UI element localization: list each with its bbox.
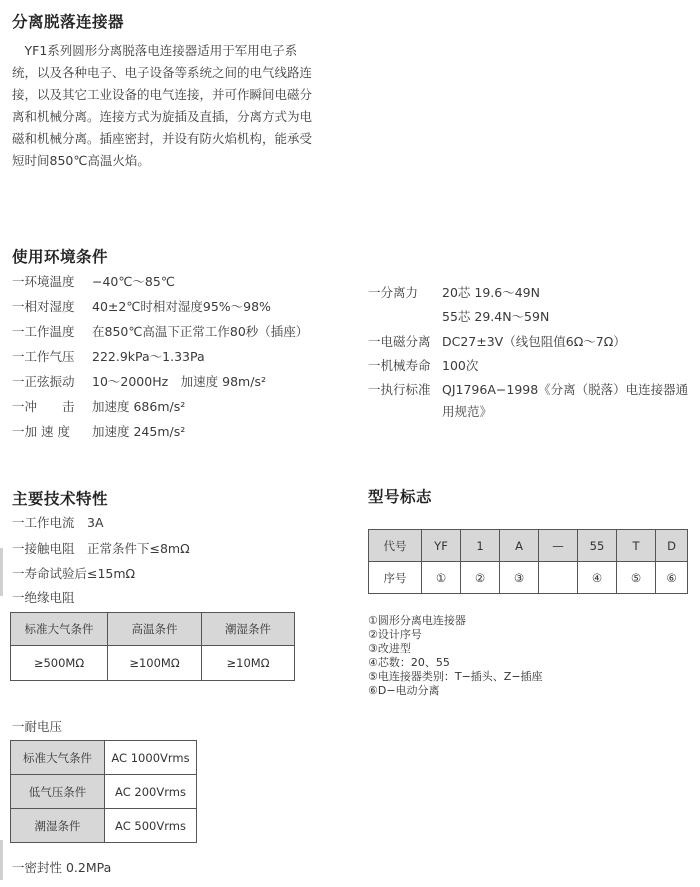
model-code-cell: 55 bbox=[578, 530, 617, 562]
env-label: 一执行标准 bbox=[368, 382, 431, 397]
env-row-humidity bbox=[12, 296, 271, 318]
model-index-cell: ④ bbox=[578, 562, 617, 594]
voltage-row bbox=[11, 809, 197, 843]
env-row-shock bbox=[12, 396, 186, 418]
model-code-cell: D bbox=[656, 530, 688, 562]
voltage-row bbox=[11, 775, 197, 809]
voltage-condition-cell: 低气压条件 bbox=[11, 775, 105, 809]
section-heading-tech: 主要技术特性 bbox=[12, 490, 109, 508]
model-index-cell bbox=[539, 562, 578, 594]
insulation-value-cell: ≥500MΩ bbox=[11, 646, 108, 681]
section-heading-model: 型号标志 bbox=[368, 488, 433, 506]
tech-voltage-title: 一耐电压 bbox=[12, 719, 63, 734]
intro-line: 接，以及其它工业设备的电气连接，并可作瞬间电磁分 bbox=[12, 87, 313, 102]
insulation-table bbox=[10, 612, 295, 681]
model-index-cell: ② bbox=[461, 562, 500, 594]
tech-insulation-title: 一绝缘电阻 bbox=[12, 590, 75, 605]
voltage-value-cell: AC 500Vrms bbox=[105, 809, 197, 843]
model-index-cell: ① bbox=[422, 562, 461, 594]
env-label: 一相对湿度 bbox=[12, 299, 75, 314]
insulation-header-cell: 高温条件 bbox=[108, 613, 202, 646]
intro-line: YF1系列圆形分离脱落电连接器适用于军用电子系 bbox=[12, 43, 298, 58]
model-code-cell: 代号 bbox=[369, 530, 422, 562]
intro-line: 短时间850℃高温火焰。 bbox=[12, 153, 150, 168]
tech-seal: 一密封性 0.2MPa bbox=[12, 860, 112, 875]
model-index-cell: ⑤ bbox=[617, 562, 656, 594]
env-value: 55芯 29.4N～59N bbox=[442, 309, 550, 324]
env-row-pressure bbox=[12, 346, 205, 368]
model-code-cell: T bbox=[617, 530, 656, 562]
voltage-value-cell: AC 1000Vrms bbox=[105, 741, 197, 775]
voltage-condition-cell: 标准大气条件 bbox=[11, 741, 105, 775]
voltage-table bbox=[10, 740, 197, 843]
env-label: 一分离力 bbox=[368, 285, 419, 300]
page-edge-mark bbox=[0, 840, 3, 880]
env-value: −40℃～85℃ bbox=[92, 274, 175, 289]
model-index-cell: ③ bbox=[500, 562, 539, 594]
model-code-cell: YF bbox=[422, 530, 461, 562]
insulation-value-cell: ≥100MΩ bbox=[108, 646, 202, 681]
insulation-header-row bbox=[11, 613, 295, 646]
intro-line: 离和机械分离。连接方式为旋插及直插，分离方式为电 bbox=[12, 109, 313, 124]
env-label: 一工作气压 bbox=[12, 349, 75, 364]
tech-life-test: 一寿命试验后≤15mΩ bbox=[12, 566, 136, 581]
model-index-cell: ⑥ bbox=[656, 562, 688, 594]
env-row-vibration bbox=[12, 371, 266, 393]
model-note: ①圆形分离电连接器 bbox=[368, 614, 466, 627]
env-row-temperature bbox=[12, 271, 175, 293]
voltage-value-cell: AC 200Vrms bbox=[105, 775, 197, 809]
tech-contact-resistance: 一接触电阻 正常条件下≤8mΩ bbox=[12, 541, 190, 556]
model-code-cell: A bbox=[500, 530, 539, 562]
tech-current: 一工作电流 3A bbox=[12, 515, 104, 530]
env-row-acceleration bbox=[12, 421, 186, 443]
model-note: ⑤电连接器类别：T−插头、Z−插座 bbox=[368, 670, 543, 683]
insulation-header-cell: 标准大气条件 bbox=[11, 613, 108, 646]
env-label: 一工作温度 bbox=[12, 324, 75, 339]
intro-line: 磁和机械分离。插座密封，并设有防火焰机构，能承受 bbox=[12, 131, 313, 146]
env-value: DC27±3V（线包阻值6Ω～7Ω） bbox=[442, 334, 626, 349]
intro-paragraph bbox=[12, 40, 352, 172]
model-code-cell: 1 bbox=[461, 530, 500, 562]
env-value: 40±2℃时相对湿度95%～98% bbox=[92, 299, 271, 314]
env-row-standard bbox=[368, 379, 689, 401]
page-edge-mark bbox=[0, 548, 3, 596]
env-row-working-temperature bbox=[12, 321, 309, 343]
model-note: ⑥D−电动分离 bbox=[368, 684, 440, 697]
section-heading-environment: 使用环境条件 bbox=[12, 248, 109, 266]
env-row-separation-force bbox=[368, 282, 540, 304]
env-value: QJ1796A−1998《分离（脱落）电连接器通 bbox=[442, 382, 689, 397]
model-code-cell: — bbox=[539, 530, 578, 562]
voltage-condition-cell: 潮湿条件 bbox=[11, 809, 105, 843]
env-row-mechanical-life bbox=[368, 355, 479, 377]
model-table bbox=[368, 529, 688, 594]
env-value: 20芯 19.6～49N bbox=[442, 285, 540, 300]
model-note: ②设计序号 bbox=[368, 628, 422, 641]
env-label: 一环境温度 bbox=[12, 274, 75, 289]
model-index-row bbox=[369, 562, 688, 594]
insulation-value-cell: ≥10MΩ bbox=[202, 646, 295, 681]
env-value: 加速度 245m/s² bbox=[92, 424, 186, 439]
env-value: 用规范》 bbox=[442, 404, 493, 419]
env-value: 在850℃高温下正常工作80秒（插座） bbox=[92, 324, 309, 339]
env-value: 加速度 686m/s² bbox=[92, 399, 186, 414]
model-notes bbox=[368, 614, 543, 698]
env-label: 一电磁分离 bbox=[368, 334, 431, 349]
model-index-cell: 序号 bbox=[369, 562, 422, 594]
insulation-header-cell: 潮湿条件 bbox=[202, 613, 295, 646]
model-note: ④芯数：20、55 bbox=[368, 656, 450, 669]
env-value: 100次 bbox=[442, 358, 479, 373]
env-label: 一冲 击 bbox=[12, 399, 75, 414]
env-label: 一加 速 度 bbox=[12, 424, 70, 439]
insulation-value-row bbox=[11, 646, 295, 681]
model-code-row bbox=[369, 530, 688, 562]
env-row-electromagnetic bbox=[368, 331, 626, 353]
intro-line: 统，以及各种电子、电子设备等系统之间的电气线路连 bbox=[12, 65, 313, 80]
env-value: 10～2000Hz 加速度 98m/s² bbox=[92, 374, 266, 389]
env-label: 一机械寿命 bbox=[368, 358, 431, 373]
page-title: 分离脱落连接器 bbox=[12, 13, 125, 31]
env-value: 222.9kPa～1.33Pa bbox=[92, 349, 205, 364]
model-note: ③改进型 bbox=[368, 642, 411, 655]
voltage-row bbox=[11, 741, 197, 775]
env-label: 一正弦振动 bbox=[12, 374, 75, 389]
